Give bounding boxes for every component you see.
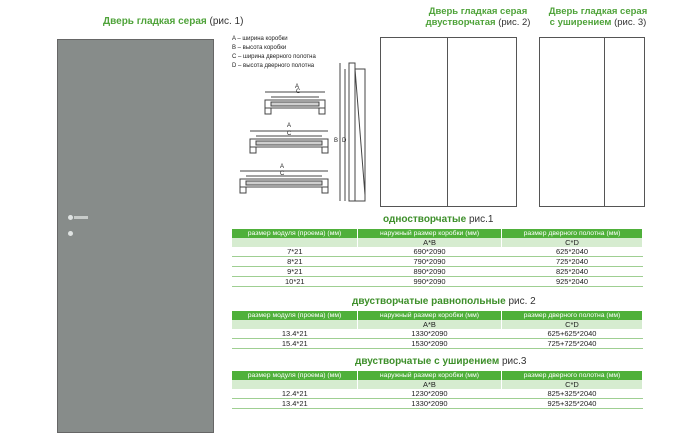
col-header: размер модуля (проема) (мм) xyxy=(232,311,358,320)
double-door-outline xyxy=(380,37,517,207)
sub-header xyxy=(232,320,358,329)
dim-c-label: C xyxy=(280,171,285,177)
col-header: наружный размер коробки (мм) xyxy=(358,371,502,380)
table-row: 13.4*21 1330*2090 925+325*2040 xyxy=(232,399,643,409)
sub-header: C*D xyxy=(502,238,643,247)
sizes-table-single xyxy=(232,229,643,287)
sub-header xyxy=(232,238,358,247)
figure-1-title: Дверь гладкая серая (рис. 1) xyxy=(103,16,244,27)
door-handle-icon xyxy=(74,216,88,219)
table-1-title: одностворчатые рис.1 xyxy=(383,214,494,225)
sub-header: A*B xyxy=(358,320,502,329)
door-knob-icon xyxy=(68,215,73,220)
legend-item: A – ширина коробки xyxy=(232,36,288,42)
sub-header xyxy=(232,380,358,389)
table-row: 9*21 890*2090 825*2040 xyxy=(232,267,643,277)
table-2-title: двустворчатые равнопольные рис. 2 xyxy=(352,296,536,307)
frame-diagram xyxy=(230,55,380,205)
dim-c-label: C xyxy=(287,131,292,137)
sub-header: A*B xyxy=(358,238,502,247)
dim-a-label: A xyxy=(287,123,292,129)
legend-item: D – высота дверного полотна xyxy=(232,63,315,69)
table-row: 15.4*21 1530*2090 725+725*2040 xyxy=(232,339,643,349)
table-row: 7*21 690*2090 625*2040 xyxy=(232,247,643,257)
dim-a-label: A xyxy=(295,84,300,90)
table-row: 10*21 990*2090 925*2040 xyxy=(232,277,643,287)
sub-header: C*D xyxy=(501,380,642,389)
table-row: 13.4*21 1330*2090 625+625*2040 xyxy=(232,329,643,339)
door-lock-icon xyxy=(68,231,73,236)
widened-door-outline xyxy=(539,37,645,207)
dim-d-label: D xyxy=(342,138,347,144)
widened-door-split xyxy=(604,37,605,207)
door-image xyxy=(57,39,214,433)
col-header: размер дверного полотна (мм) xyxy=(502,229,643,238)
col-header: размер дверного полотна (мм) xyxy=(501,311,642,320)
col-header: наружный размер коробки (мм) xyxy=(358,311,502,320)
table-row: 8*21 790*2090 725*2040 xyxy=(232,257,643,267)
legend-item: C – ширина дверного полотна xyxy=(232,54,316,60)
figure-2-title: Дверь гладкая серая двустворчатая (рис. 2) xyxy=(425,6,531,28)
col-header: размер модуля (проема) (мм) xyxy=(232,229,358,238)
double-door-split xyxy=(447,37,448,207)
col-header: размер дверного полотна (мм) xyxy=(501,371,642,380)
figure-3-title: Дверь гладкая серая с уширением (рис. 3) xyxy=(548,6,648,28)
table-row: 12.4*21 1230*2090 825+325*2040 xyxy=(232,389,643,399)
sizes-table-widened xyxy=(232,371,643,409)
dim-a-label: A xyxy=(280,164,285,170)
table-3-title: двустворчатые с уширением рис.3 xyxy=(355,356,527,367)
legend-item: B – высота коробки xyxy=(232,45,287,51)
col-header: наружный размер коробки (мм) xyxy=(358,229,502,238)
dim-b-label: B xyxy=(334,138,339,144)
sub-header: C*D xyxy=(501,320,642,329)
sub-header: A*B xyxy=(358,380,502,389)
sizes-table-double xyxy=(232,311,643,349)
dim-c-label: C xyxy=(296,89,301,95)
col-header: размер модуля (проема) (мм) xyxy=(232,371,358,380)
